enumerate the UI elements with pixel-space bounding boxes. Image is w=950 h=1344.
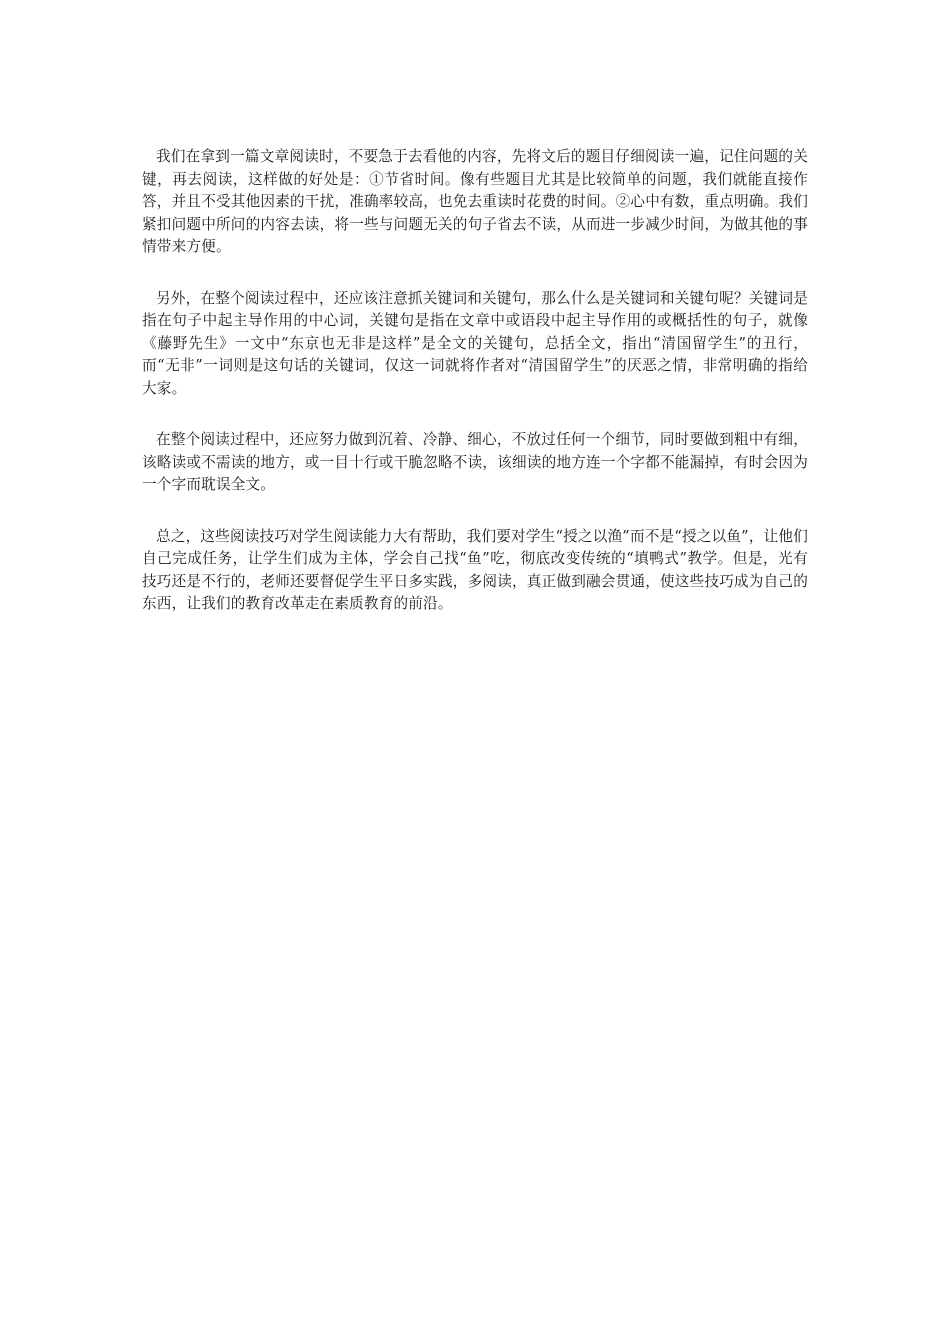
paragraph-4: 总之，这些阅读技巧对学生阅读能力大有帮助，我们要对学生“授之以渔”而不是“授之以鱼”，让他们自己完成任务，让学生们成为主体，学会自己找“鱼”吃，彻底改变传统的“填鸭式”教学。但是，光有技巧还是不行的，老师还要督促学生平日多实践，多阅读，真正做到融会贯通，使这些技巧成为自己的东西，让我们的教育改革走在素质教育的前沿。 — [142, 527, 808, 612]
paragraph-2: 另外，在整个阅读过程中，还应该注意抓关键词和关键句，那么什么是关键词和关键句呢？关键词是指在句子中起主导作用的中心词，关键句是指在文章中或语段中起主导作用的或概括性的句子，就像《藤野先生》一文中“东京也无非是这样”是全文的关键句，总括全文，指出“清国留学生”的丑行，而“无非”一词则是这句话的关键词，仅这一词就将作者对“清国留学生”的厌恶之情，非常明确的指给大家。 — [142, 289, 808, 397]
paragraph-1: 我们在拿到一篇文章阅读时，不要急于去看他的内容，先将文后的题目仔细阅读一遍，记住问题的关键，再去阅读，这样做的好处是：①节省时间。像有些题目尤其是比较简单的问题，我们就能直接作答，并且不受其他因素的干扰，准确率较高，也免去重读时花费的时间。②心中有数，重点明确。我们紧扣问题中所问的内容去读，将一些与问题无关的句子省去不读，从而进一步减少时间，为做其他的事情带来方便。 — [142, 148, 808, 255]
document-body — [142, 146, 808, 645]
paragraph-3: 在整个阅读过程中，还应努力做到沉着、冷静、细心，不放过任何一个细节，同时要做到粗中有细，该略读或不需读的地方，或一目十行或干脆忽略不读，该细读的地方连一个字都不能漏掉，有时会因为一个字而耽误全文。 — [142, 431, 808, 493]
